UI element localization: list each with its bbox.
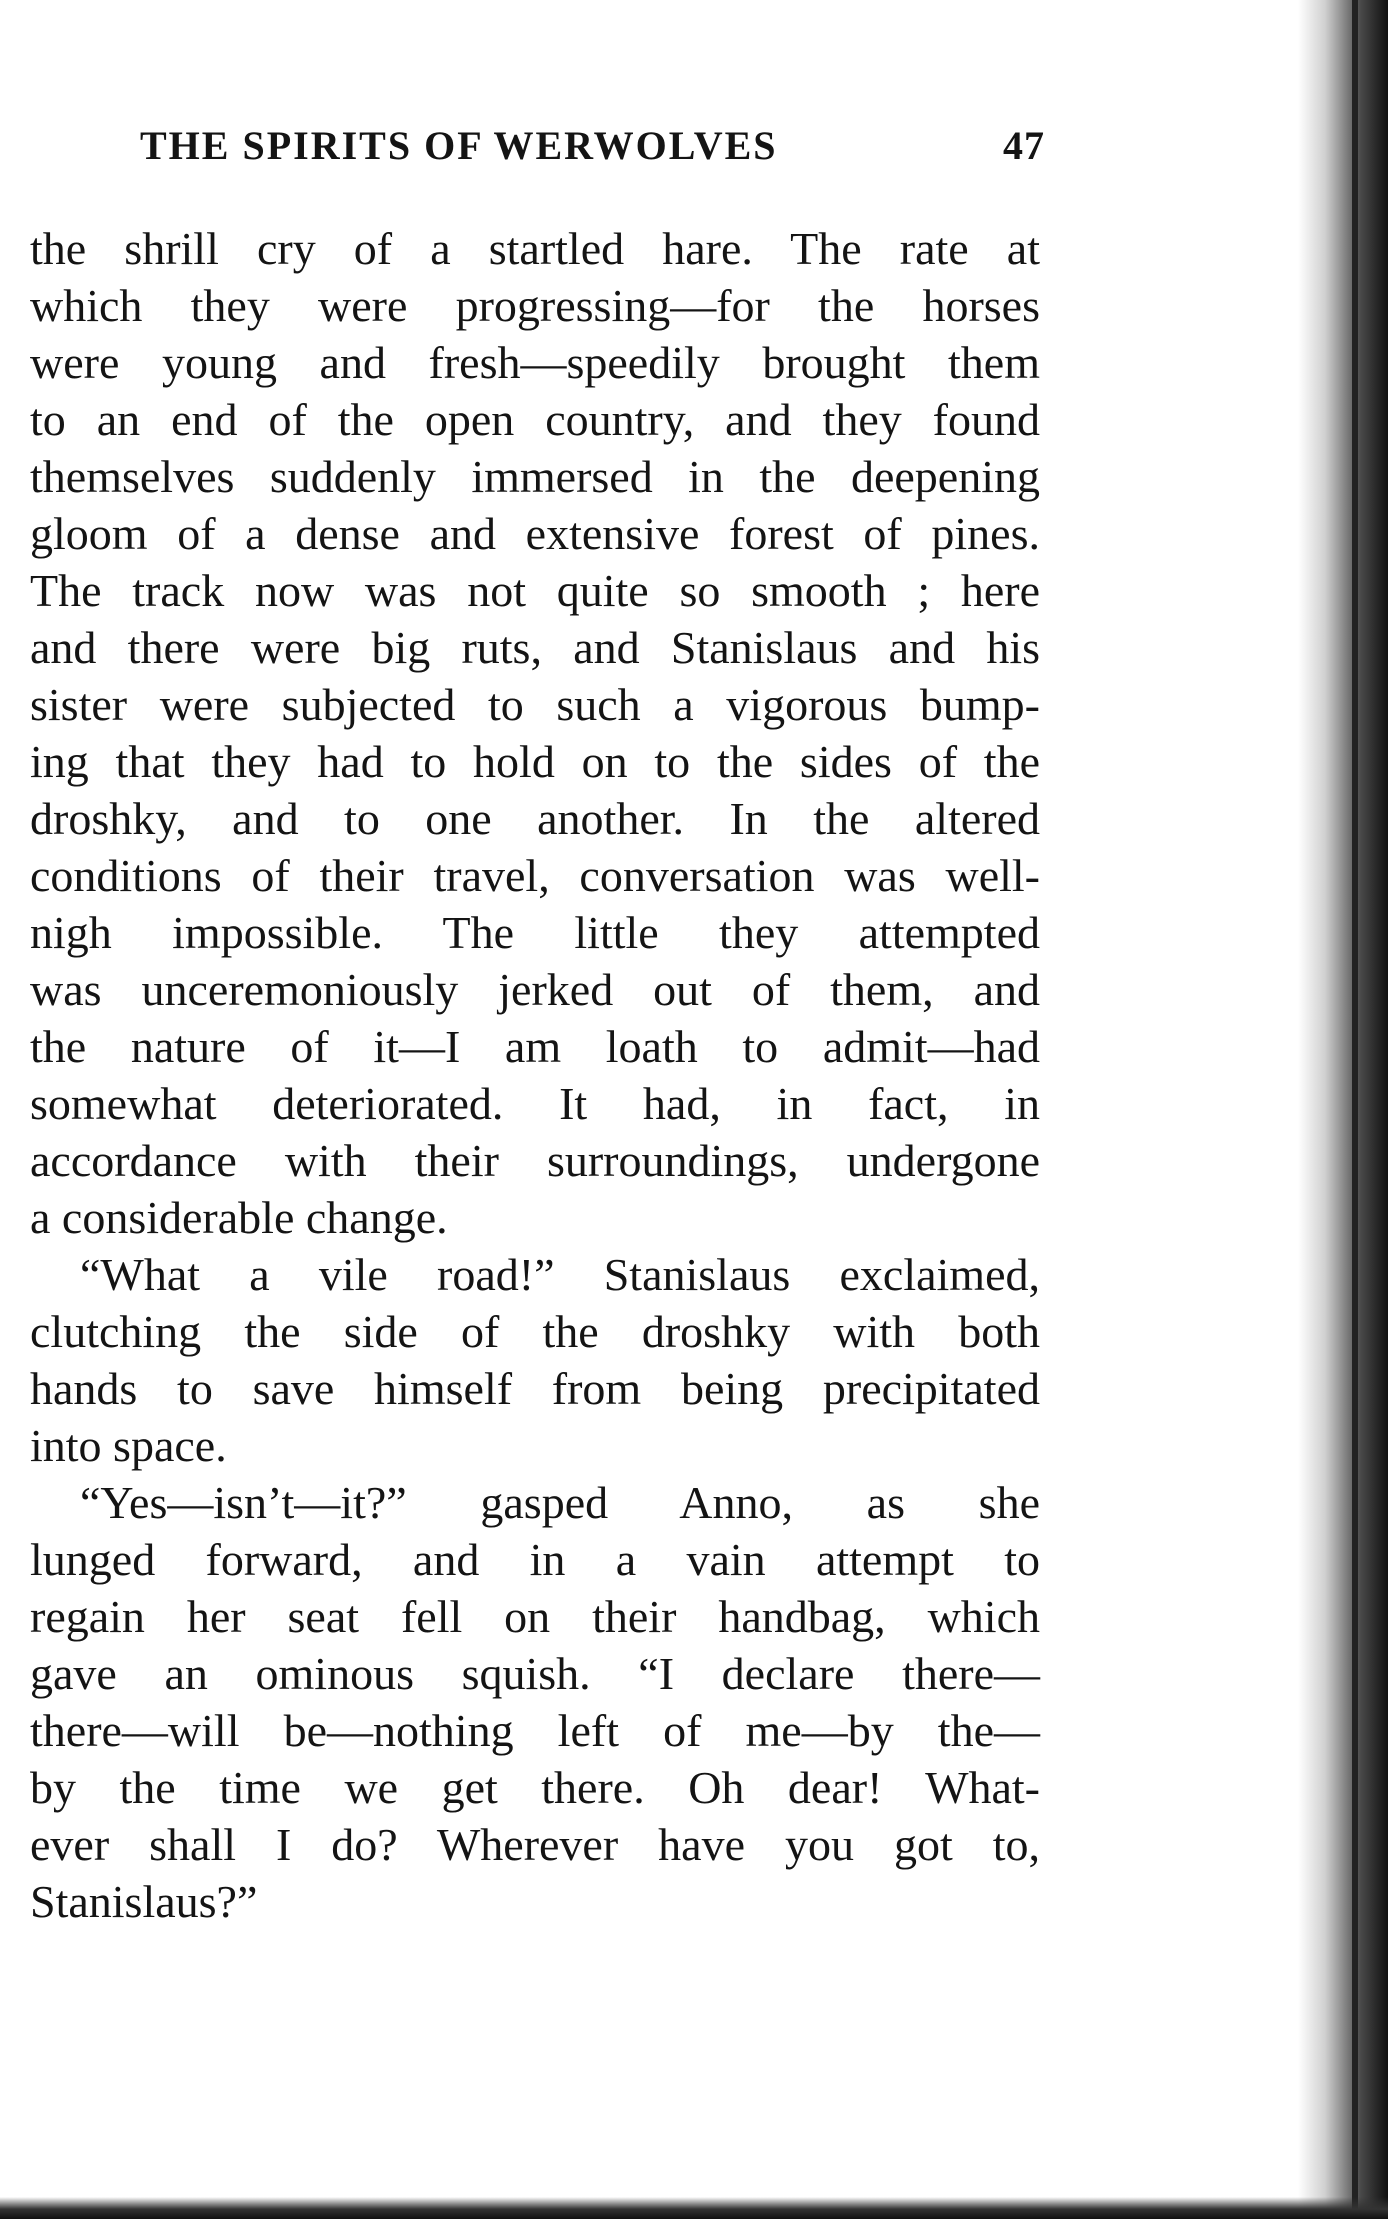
- paragraph: [30, 1246, 1040, 1474]
- text-line: the nature of it—I am loath to admit—had: [30, 1021, 1040, 1072]
- page-bottom-edge: [0, 2197, 1388, 2219]
- text-line: accordance with their surroundings, undergone: [30, 1135, 1040, 1186]
- text-line: and there were big ruts, and Stanislaus and his: [30, 622, 1040, 673]
- text-line: gloom of a dense and extensive forest of pines.: [30, 508, 1040, 559]
- text-line: to an end of the open country, and they found: [30, 394, 1040, 445]
- text-line: were young and fresh—speedily brought them: [30, 337, 1040, 388]
- text-line: conditions of their travel, conversation was well-: [30, 850, 1040, 901]
- text-line: nigh impossible. The little they attempted: [30, 907, 1040, 958]
- text-line: ing that they had to hold on to the sides of the: [30, 736, 1040, 787]
- running-head-title: THE SPIRITS OF WERWOLVES: [140, 123, 778, 168]
- text-line: there—will be—nothing left of me—by the—: [30, 1705, 1040, 1756]
- text-line: which they were progressing—for the horses: [30, 280, 1040, 331]
- text-line: themselves suddenly immersed in the deepening: [30, 451, 1040, 502]
- text-line: “Yes—isn’t—it?” gasped Anno, as she: [80, 1477, 1040, 1528]
- text-line: droshky, and to one another. In the altered: [30, 793, 1040, 844]
- text-line: a considerable change.: [30, 1192, 448, 1243]
- text-line: clutching the side of the droshky with both: [30, 1306, 1040, 1357]
- text-line: somewhat deteriorated. It had, in fact, in: [30, 1078, 1040, 1129]
- body-text: [30, 220, 1040, 1930]
- running-head: [140, 122, 1045, 172]
- paragraph: [30, 220, 1040, 1246]
- text-line: lunged forward, and in a vain attempt to: [30, 1534, 1040, 1585]
- text-line: the shrill cry of a startled hare. The rate at: [30, 223, 1040, 274]
- text-line: regain her seat fell on their handbag, which: [30, 1591, 1040, 1642]
- text-line: sister were subjected to such a vigorous bump-: [30, 679, 1040, 730]
- text-line: hands to save himself from being precipitated: [30, 1363, 1040, 1414]
- page-number: 47: [1003, 123, 1045, 168]
- page-edge-shadow: [1298, 0, 1388, 2219]
- text-line: “What a vile road!” Stanislaus exclaimed,: [80, 1249, 1040, 1300]
- text-line: Stanislaus?”: [30, 1876, 258, 1927]
- text-line: The track now was not quite so smooth ; here: [30, 565, 1040, 616]
- page-edge-line: [1352, 0, 1358, 2219]
- text-line: gave an ominous squish. “I declare there—: [30, 1648, 1040, 1699]
- text-line: by the time we get there. Oh dear! What-: [30, 1762, 1040, 1813]
- text-line: into space.: [30, 1420, 227, 1471]
- text-line: ever shall I do? Wherever have you got to,: [30, 1819, 1040, 1870]
- paragraph: [30, 1474, 1040, 1930]
- text-line: was unceremoniously jerked out of them, and: [30, 964, 1040, 1015]
